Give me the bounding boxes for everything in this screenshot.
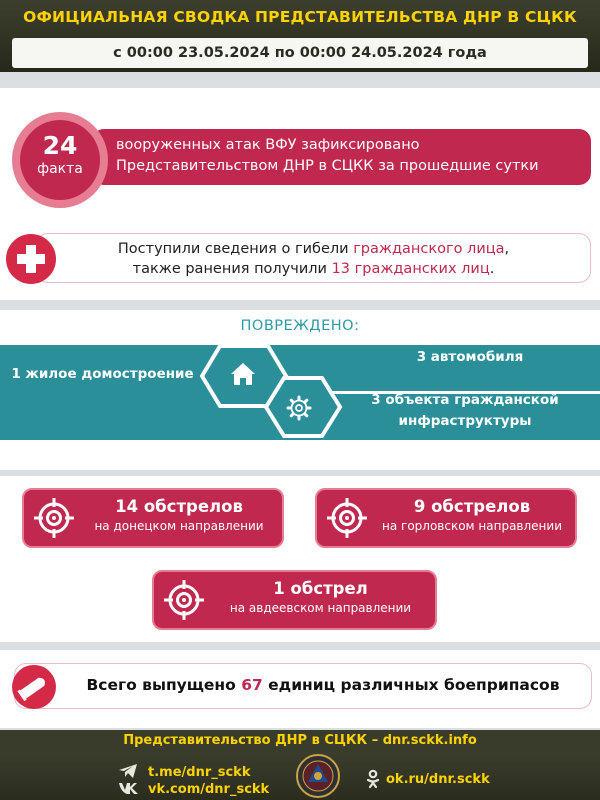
- damaged-hexagons: [200, 340, 350, 445]
- medical-cross-icon: [6, 234, 56, 284]
- target-crosshair-icon: [164, 580, 204, 620]
- damaged-infrastructure: 3 объекта гражданской инфраструктуры: [371, 392, 559, 429]
- casualties-killed: гражданского лица: [353, 241, 505, 257]
- footer-org: Представительство ДНР в СЦКК – dnr.sckk.info: [0, 730, 600, 752]
- shelling-direction: на авдеевском направлении: [229, 601, 412, 615]
- vk-icon: [118, 781, 140, 795]
- attacks-count: 24: [42, 131, 78, 160]
- house-icon: [230, 361, 256, 387]
- damaged-title: ПОВРЕЖДЕНО:: [240, 318, 360, 334]
- shelling-count: 14 обстрелов: [115, 497, 243, 516]
- shelling-direction: на горловском направлении: [382, 519, 562, 533]
- attacks-line-1: вооруженных атак ВФУ зафиксировано: [116, 137, 420, 153]
- casualties-wounded: 13 гражданских лиц: [331, 261, 490, 277]
- damaged-homes: 1 жилое домостроение: [11, 366, 194, 382]
- shelling-card-donetsk: [22, 488, 284, 548]
- attacks-badge: [20, 120, 100, 200]
- header: [0, 0, 600, 72]
- target-crosshair-icon: [327, 498, 367, 538]
- attacks-description: [92, 129, 591, 185]
- ok-link[interactable]: ok.ru/dnr.sckk: [386, 772, 490, 787]
- attacks-unit: факта: [37, 161, 83, 177]
- page-title: ОФИЦИАЛЬНАЯ СВОДКА ПРЕДСТАВИТЕЛЬСТВА ДНР В СЦКК: [23, 8, 577, 26]
- ammo-total: Всего выпущено 67 единиц различных боеприпасов: [14, 663, 592, 709]
- bullet-icon: [12, 665, 56, 709]
- ammo-count: 67: [241, 676, 263, 694]
- vk-link[interactable]: vk.com/dnr_sckk: [148, 782, 270, 797]
- telegram-link[interactable]: t.me/dnr_sckk: [148, 765, 251, 780]
- casualties-box: [36, 233, 591, 283]
- shelling-count: 1 обстрел: [273, 579, 368, 598]
- telegram-icon: [118, 763, 138, 779]
- report-period: с 00:00 23.05.2024 по 00:00 24.05.2024 года: [12, 38, 588, 68]
- damaged-cars: 3 автомобиля: [416, 349, 524, 365]
- shelling-direction: на донецком направлении: [94, 519, 264, 533]
- shelling-count: 9 обстрелов: [413, 497, 531, 516]
- attacks-line-2: Представительством ДНР в СЦКК за прошедшие сутки: [116, 158, 539, 174]
- gear-icon: [286, 395, 312, 421]
- casualties-line-2: также ранения получили 13 гражданских лиц.: [132, 261, 495, 277]
- shelling-card-avdeevka: [152, 570, 437, 630]
- odnoklassniki-icon: [366, 769, 380, 789]
- emblem-icon: [296, 754, 340, 798]
- casualties-line-1: Поступили сведения о гибели гражданского лица,: [117, 241, 510, 257]
- target-crosshair-icon: [34, 498, 74, 538]
- shelling-card-gorlovka: [315, 488, 577, 548]
